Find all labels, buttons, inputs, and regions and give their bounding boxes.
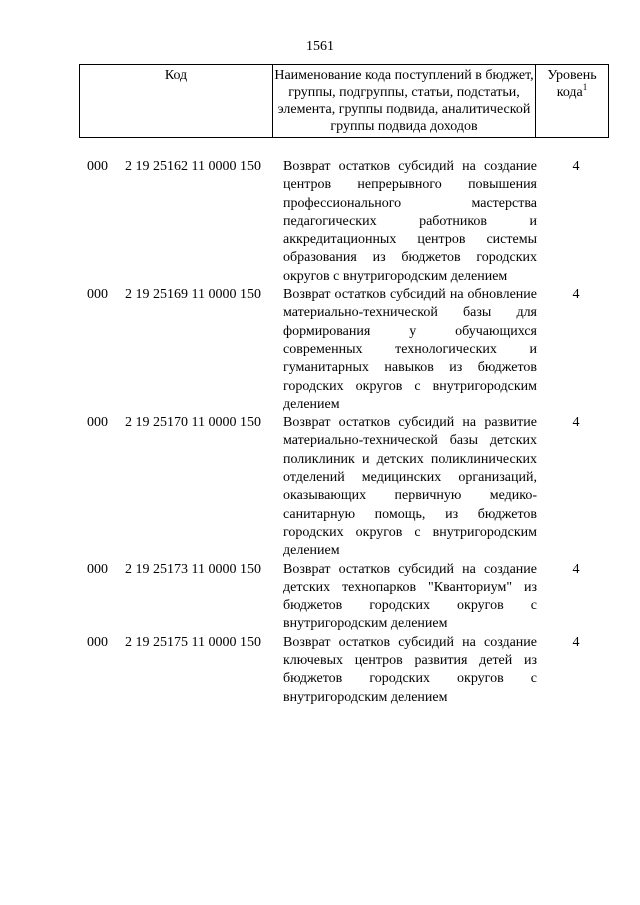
row-name: Возврат остатков субсидий на обновление материально-технической базы для формирования у обучающихся современных технологических и гуманитарных навыков из бюджетов городских округов с внутригородским делением: [283, 287, 537, 412]
table-row: [0, 634, 640, 707]
table-row: [0, 561, 640, 634]
row-admin-code: 000: [87, 159, 108, 174]
row-name: Возврат остатков субсидий на создание ключевых центров развития детей из бюджетов городских округов с внутригородским делением: [283, 634, 537, 705]
row-revenue-code: 2 19 25173 11 0000 150: [125, 561, 261, 577]
row-revenue-code: 2 19 25169 11 0000 150: [125, 287, 261, 303]
table-row: [0, 414, 640, 560]
header-level-footnote: 1: [582, 82, 588, 92]
table-header: [79, 64, 609, 138]
row-admin-code: 000: [87, 634, 108, 650]
row-name: Возврат остатков субсидий на создание детских технопарков "Кванториум" из бюджетов городских округов с внутригородским делением: [283, 561, 537, 632]
row-revenue-code: 2 19 25170 11 0000 150: [125, 415, 261, 431]
row-level: 4: [572, 415, 580, 431]
header-level-label: Уровень кода: [547, 68, 597, 100]
row-admin-code: 000: [87, 287, 108, 303]
table-row: [0, 158, 640, 286]
table-body: [0, 158, 640, 707]
row-level: 4: [572, 159, 580, 174]
row-name: Возврат остатков субсидий на создание центров непрерывного повышения профессионального мастерства педагогических работников и аккредитационных центров системы образования из бюджетов городских округов с внутригородским делением: [283, 159, 537, 284]
row-revenue-code: 2 19 25175 11 0000 150: [125, 634, 261, 650]
row-level: 4: [572, 561, 580, 577]
row-admin-code: 000: [87, 415, 108, 431]
header-name: Наименование кода поступлений в бюджет, группы, подгруппы, статьи, подстатьи, элемента, группы подвида, аналитической группы подвида доходов: [273, 65, 536, 137]
page-number: 1561: [306, 39, 334, 54]
table-row: [0, 286, 640, 414]
row-admin-code: 000: [87, 561, 108, 577]
row-level: 4: [572, 287, 580, 303]
row-name: Возврат остатков субсидий на развитие материально-технической базы детских поликлиник и детских поликлинических отделений медицинских организаций, оказывающих первичную медико-санитарную помощь, из бюджетов городских округов с внутригородским делением: [283, 415, 537, 559]
row-revenue-code: 2 19 25162 11 0000 150: [125, 159, 261, 174]
header-code: Код: [80, 65, 273, 137]
row-level: 4: [572, 634, 580, 650]
header-level: [536, 65, 608, 137]
